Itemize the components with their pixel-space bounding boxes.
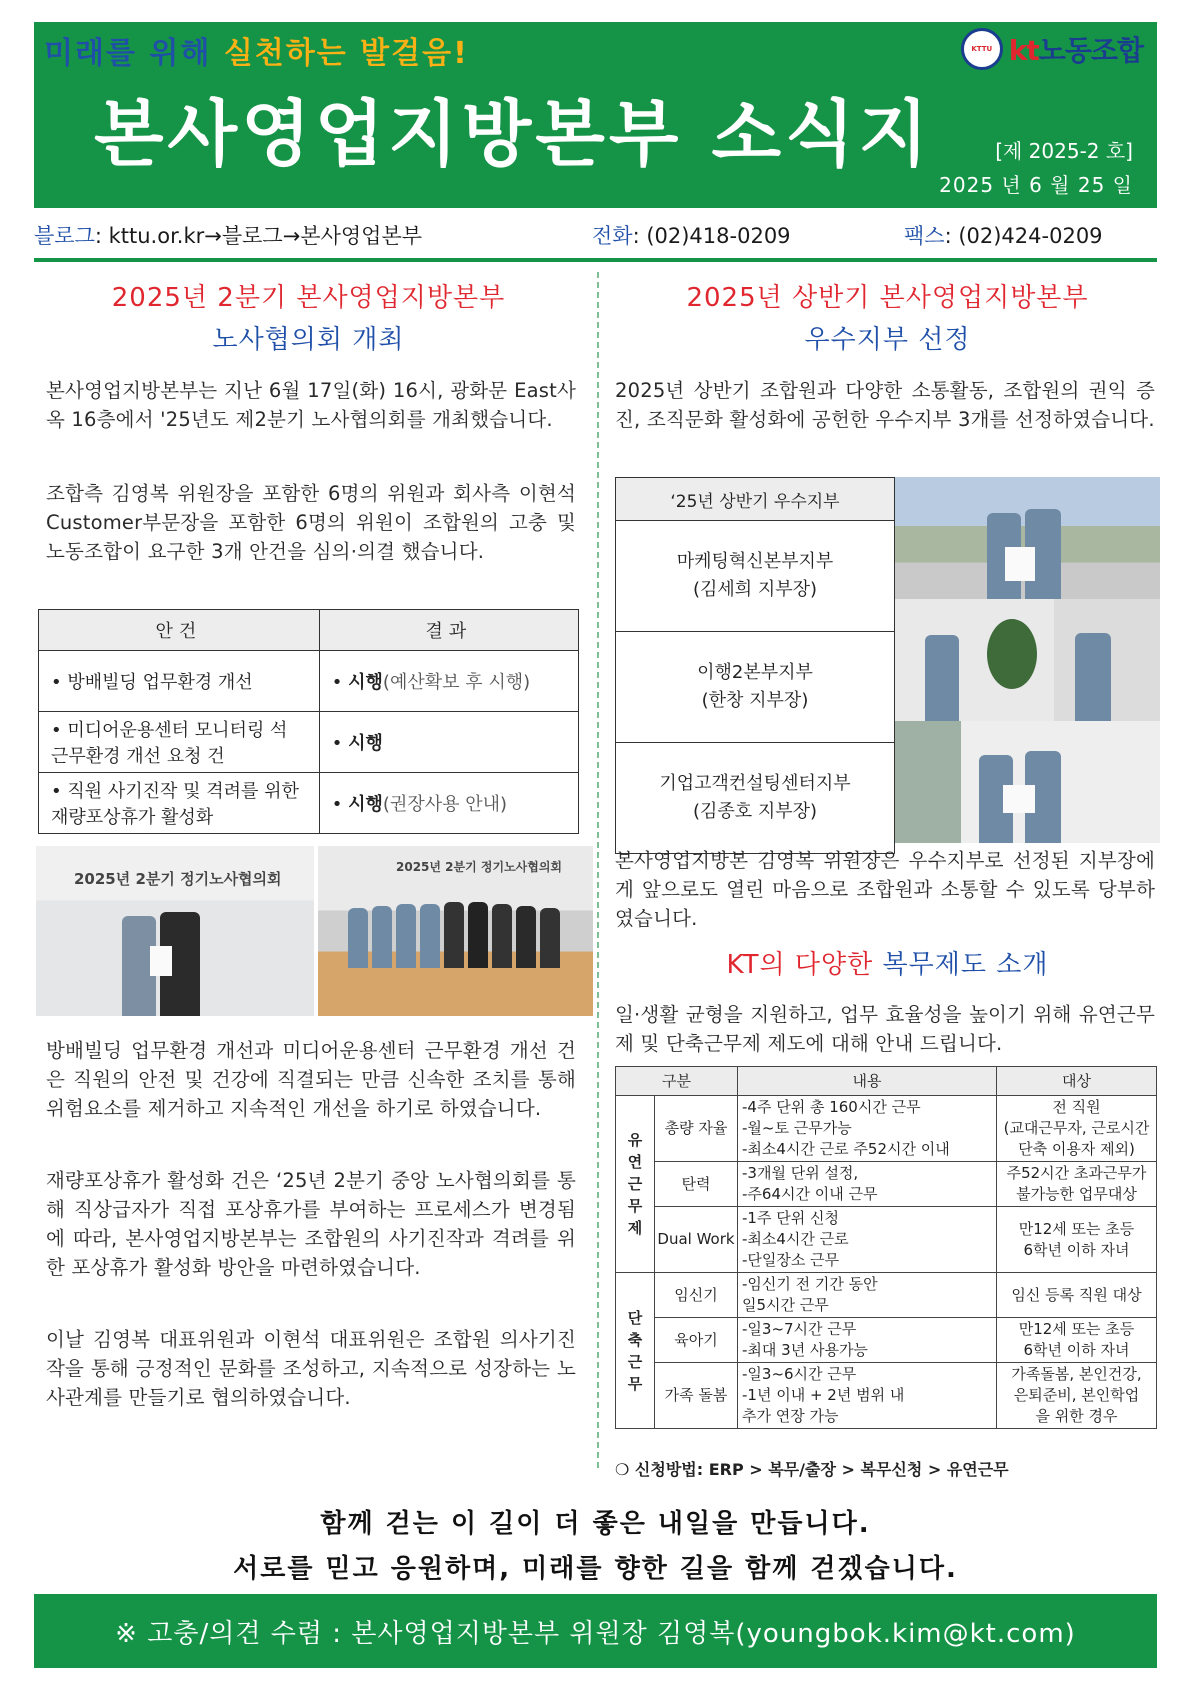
issue-number: [제 2025-2 호] xyxy=(995,139,1133,163)
table-row: 가족 돌봄 -일3~6시간 근무 -1년 이내 + 2년 범위 내 추가 연장 가능 가족돌봄, 본인건강, 은퇴준비, 본인학업 을 위한 경우 xyxy=(616,1363,1157,1429)
agenda-result: 시행 xyxy=(348,672,383,693)
work-type: 임신기 xyxy=(655,1273,738,1318)
right-section-title-2: KT의 다양한 복무제도 소개 xyxy=(726,950,1049,980)
work-system-table: 구분 내용 대상 유 연 근 무 제 총량 자율 -4주 단위 총 160시간 근무 -월~토 근무가능 -최소4시간 근로 주52시간 이내 전 직원 (교대근무자, 근로시간 단축 이용자 제외) 탄력 -3개월 단위 설정, -주64시간 이내 근무 주52시간 초과근무가 불가능한 업무대상 Dual Work -1주 단위 신청 -최소4시간 근로 -단일장소 근무 만12세 또는 초등 6학년 이하 자녀 단 축 근 무 임신기 -임신기 전 기간 동안 일5시간 근무 임신 등록 직원 대상 육아기 -일3~7시간 근무 -최대 3년 사용가능 만12세 또는 초등 6학년 이하 자녀 가족 돌봄 -일3~6시간 근무 -1년 이내 + 2년 범위 내 추가 연장 가능 가족돌봄, 본인건강, 은퇴준비, 본인학업 을 위한 경우 xyxy=(615,1066,1157,1429)
slogan-part1: 미래를 위해 xyxy=(44,36,212,71)
issue-info xyxy=(939,134,1133,202)
slogan xyxy=(44,28,469,72)
closing-line-2: 서로를 믿고 응원하며, 미래를 향한 길을 함께 걷겠습니다. xyxy=(233,1554,958,1584)
left-paragraph-5: 이날 김영복 대표위원과 이현석 대표위원은 조합원 의사기진작을 통해 긍정적인 문화를 조성하고, 지속적으로 성장하는 노사관계를 만들기로 협의하였습니다. xyxy=(46,1328,576,1409)
best-branch-table xyxy=(615,477,895,854)
branch-name: 이행2본부지부 xyxy=(697,662,813,683)
agenda-item: 미디어운용센터 모니터링 석 근무환경 개선 요청 건 xyxy=(51,720,288,767)
table-row: • 방배빌딩 업무환경 개선 • 시행(예산확보 후 시행) xyxy=(39,651,579,712)
left-section-title: 2025년 2분기 본사영업지방본부 노사협의회 개최 xyxy=(111,283,506,355)
meeting-photo-1: 2025년 2분기 정기노사협의회 xyxy=(36,846,314,1016)
group-reduced: 단 축 근 무 xyxy=(616,1273,655,1429)
divider-rule xyxy=(34,258,1157,262)
group-flexible: 유 연 근 무 제 xyxy=(616,1096,655,1273)
left-paragraph-2: 조합측 김영복 위원장을 포함한 6명의 위원과 회사측 이현석 Customer부문장을 포함한 6명의 위원이 조합원의 고충 및 노동조합이 요구한 3개 안건을 심의·의결 했습니다. xyxy=(46,482,576,563)
left-paragraph-3: 방배빌딩 업무환경 개선과 미디어운용센터 근무환경 개선 건은 직원의 안전 및 건강에 직결되는 만큼 신속한 조치를 통해 위험요소를 제거하고 지속적인 개선을 하기로 하였습니다. xyxy=(46,1039,576,1120)
left-paragraph-1: 본사영업지방본부는 지난 6월 17일(화) 16시, 광화문 East사옥 16층에서 '25년도 제2분기 노사협의회를 개최했습니다. xyxy=(46,379,576,431)
branch-leader: (김종호 지부장) xyxy=(692,801,818,822)
work-type: 가족 돌봄 xyxy=(655,1363,738,1429)
union-logo: KTTU kt노동조합 xyxy=(961,28,1143,70)
contact-bar xyxy=(34,220,1157,250)
table-row: • 미디어운용센터 모니터링 석 근무환경 개선 요청 건 • 시행 xyxy=(39,712,579,773)
page-title: 본사영업지방본부 소식지 xyxy=(94,92,933,176)
right-paragraph-2: 본사영업지방본 김영복 위원장은 우수지부로 선정된 지부장에게 앞으로도 열린 마음으로 조합원과 소통할 수 있도록 당부하였습니다. xyxy=(615,849,1155,930)
table-row: 육아기 -일3~7시간 근무 -최대 3년 사용가능 만12세 또는 초등 6학년 이하 자녀 xyxy=(616,1318,1157,1363)
agenda-item: 직원 사기진작 및 격려를 위한 재량포상휴가 활성화 xyxy=(51,781,299,828)
work-type: Dual Work xyxy=(655,1207,738,1273)
branch-name: 기업고객컨설팅센터지부 xyxy=(659,773,851,794)
left-paragraph-4: 재량포상휴가 활성화 건은 ‘25년 2분기 중앙 노사협의회를 통해 직상급자가 직접 포상휴가를 부여하는 프로세스가 변경됨에 따라, 본사영업지방본부는 조합원의 사기진작과 격려를 위한 포상휴가 활성화 방안을 마련하였습니다. xyxy=(46,1169,576,1279)
work-type: 탄력 xyxy=(655,1162,738,1207)
blog-info: 블로그: kttu.or.kr→블로그→본사영업본부 xyxy=(34,224,423,248)
branch-leader: (한창 지부장) xyxy=(701,690,809,711)
table-row: Dual Work -1주 단위 신청 -최소4시간 근로 -단일장소 근무 만12세 또는 초등 6학년 이하 자녀 xyxy=(616,1207,1157,1273)
apply-method: ❍ 신청방법: ERP > 복무/출장 > 복무신청 > 유연근무 xyxy=(615,1460,1009,1479)
slogan-part2: 실천하는 발걸음! xyxy=(223,36,469,71)
best-photo-3 xyxy=(895,721,1160,843)
table-row: 유 연 근 무 제 총량 자율 -4주 단위 총 160시간 근무 -월~토 근무가능 -최소4시간 근로 주52시간 이내 전 직원 (교대근무자, 근로시간 단축 이용자 제외) xyxy=(616,1096,1157,1162)
branch-name: 마케팅혁신본부지부 xyxy=(676,551,834,572)
agenda-table xyxy=(38,609,579,834)
right-section-title: 2025년 상반기 본사영업지방본부 우수지부 선정 xyxy=(686,283,1089,355)
table-row xyxy=(616,743,895,854)
fax-info: 팩스: (02)424-0209 xyxy=(904,224,1103,248)
agenda-result: 시행 xyxy=(348,733,383,754)
column-divider xyxy=(597,272,599,1468)
table-row xyxy=(616,632,895,743)
issue-date: 2025 년 6 월 25 일 xyxy=(939,173,1133,197)
best-photo-1 xyxy=(895,477,1160,599)
agenda-result: 시행 xyxy=(348,794,383,815)
work-type: 육아기 xyxy=(655,1318,738,1363)
closing-line-1: 함께 걷는 이 길이 더 좋은 내일을 만듭니다. xyxy=(320,1509,871,1539)
table-row: 탄력 -3개월 단위 설정, -주64시간 이내 근무 주52시간 초과근무가 불가능한 업무대상 xyxy=(616,1162,1157,1207)
logo-icon: KTTU xyxy=(961,28,1003,70)
agenda-header-result: 결과 xyxy=(319,610,578,651)
footer-banner xyxy=(34,1594,1157,1668)
agenda-header-item: 안건 xyxy=(39,610,320,651)
right-paragraph-3: 일·생활 균형을 지원하고, 업무 효율성을 높이기 위해 유연근무제 및 단축근무제 제도에 대해 안내 드립니다. xyxy=(615,1003,1155,1055)
agenda-item: 방배빌딩 업무환경 개선 xyxy=(67,672,253,693)
table-row: • 직원 사기진작 및 격려를 위한 재량포상휴가 활성화 • 시행(권장사용 안내) xyxy=(39,773,579,834)
header-banner xyxy=(34,22,1157,208)
branch-leader: (김세희 지부장) xyxy=(692,579,818,600)
table-row xyxy=(616,521,895,632)
work-type: 총량 자율 xyxy=(655,1096,738,1162)
meeting-photo-2: 2025년 2분기 정기노사협의회 xyxy=(318,846,593,1016)
right-paragraph-1: 2025년 상반기 조합원과 다양한 소통활동, 조합원의 권익 증진, 조직문화 활성화에 공헌한 우수지부 3개를 선정하였습니다. xyxy=(615,379,1155,431)
best-branch-header: ‘25년 상반기 우수지부 xyxy=(616,478,895,521)
best-photo-2 xyxy=(895,599,1160,721)
phone-info: 전화: (02)418-0209 xyxy=(592,224,791,248)
footer-contact: ※ 고충/의견 수렴 : 본사영업지방본부 위원장 김영복(youngbok.kim@kt.com) xyxy=(115,1618,1076,1649)
table-row: 단 축 근 무 임신기 -임신기 전 기간 동안 일5시간 근무 임신 등록 직원 대상 xyxy=(616,1273,1157,1318)
